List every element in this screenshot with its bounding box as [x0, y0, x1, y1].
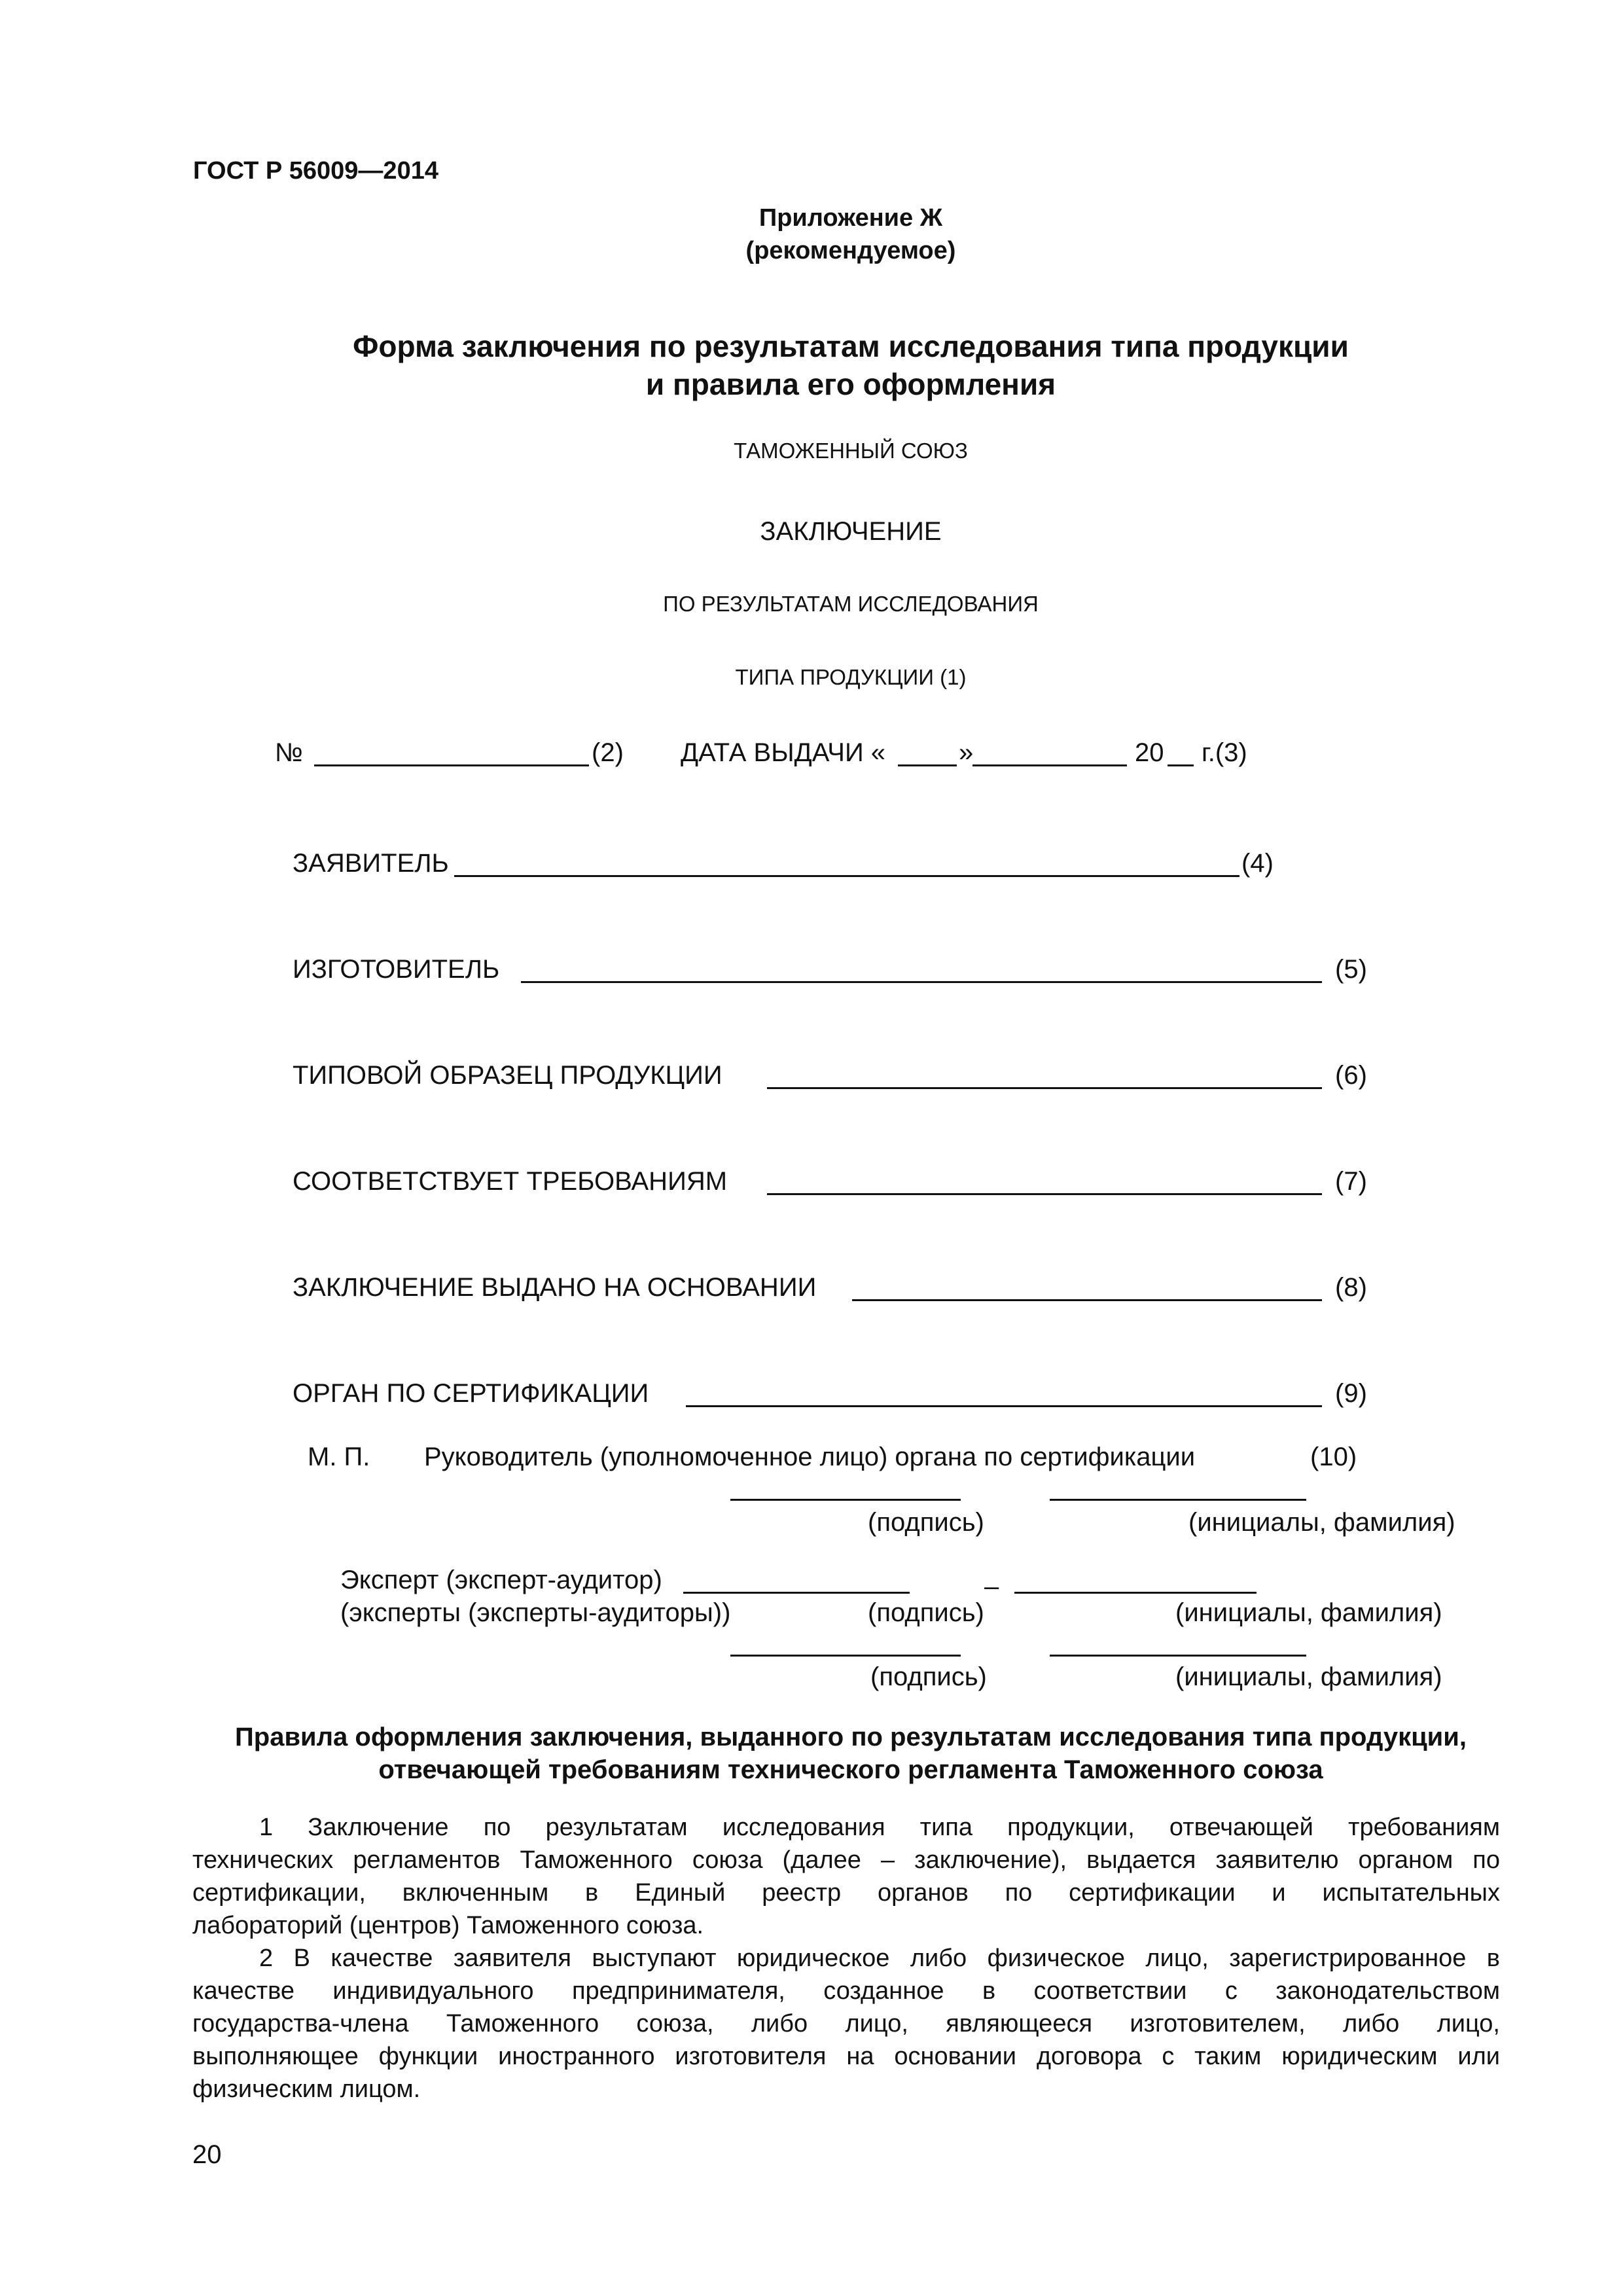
main-title-line2: и правила его оформления	[645, 367, 1056, 401]
field-line-basis	[852, 1299, 1322, 1301]
expert-signature-line	[683, 1592, 910, 1594]
document-title: ЗАКЛЮЧЕНИЕ	[760, 517, 942, 546]
year-suffix: г.(3)	[1202, 738, 1247, 767]
union-label: ТАМОЖЕННЫЙ СОЮЗ	[734, 439, 968, 463]
field-ref-applicant: (4)	[1241, 849, 1274, 878]
field-ref-basis: (8)	[1335, 1273, 1367, 1302]
subtitle-product-type: ТИПА ПРОДУКЦИИ (1)	[735, 665, 967, 689]
rules-paragraph-2-line2: качестве индивидуального предпринимателя, созданное в соответствии с законодательством	[192, 1977, 1500, 2005]
year-line	[1168, 764, 1194, 766]
rules-paragraph-2-line5: физическим лицом.	[192, 2075, 421, 2103]
rules-paragraph-1-line4: лабораторий (центров) Таможенного союза.	[192, 1912, 704, 1939]
field-ref-requirements: (7)	[1335, 1167, 1367, 1196]
head-name-caption: (инициалы, фамилия)	[1188, 1508, 1455, 1537]
field-label-applicant: ЗАЯВИТЕЛЬ	[293, 849, 449, 878]
field-line-manufacturer	[521, 981, 1322, 983]
subtitle-research: ПО РЕЗУЛЬТАТАМ ИССЛЕДОВАНИЯ	[663, 592, 1039, 616]
field-ref-cert-body: (9)	[1335, 1379, 1367, 1408]
expert-dash: –	[984, 1572, 999, 1601]
expert2-name-caption: (инициалы, фамилия)	[1175, 1662, 1442, 1691]
date-close-quote: »	[959, 738, 974, 767]
date-day-line	[898, 764, 957, 766]
appendix-title: Приложение Ж	[758, 204, 943, 232]
field-ref-manufacturer: (5)	[1335, 955, 1367, 984]
expert-name-caption: (инициалы, фамилия)	[1175, 1598, 1442, 1627]
page-number: 20	[192, 2140, 222, 2169]
rules-paragraph-2-line1: 2 В качестве заявителя выступают юридическое либо физическое лицо, зарегистрированное в	[259, 1945, 1500, 1972]
field-label-cert-body: ОРГАН ПО СЕРТИФИКАЦИИ	[293, 1379, 649, 1408]
field-ref-product-sample: (6)	[1335, 1061, 1367, 1090]
rules-paragraph-1-line2: технических регламентов Таможенного союза (далее – заключение), выдается заявителю органом по	[192, 1846, 1500, 1874]
rules-title-line2: отвечающей требованиям технического регламента Таможенного союза	[378, 1755, 1323, 1784]
experts-label: (эксперты (эксперты-аудиторы))	[340, 1598, 731, 1627]
expert-label: Эксперт (эксперт-аудитор)	[340, 1566, 662, 1594]
head-ref: (10)	[1310, 1443, 1357, 1471]
main-title-line1: Форма заключения по результатам исследования типа продукции	[353, 329, 1349, 363]
field-label-manufacturer: ИЗГОТОВИТЕЛЬ	[293, 955, 500, 984]
expert2-signature-caption: (подпись)	[870, 1662, 987, 1691]
head-label: Руководитель (уполномоченное лицо) органа по сертификации	[424, 1443, 1196, 1471]
field-label-basis: ЗАКЛЮЧЕНИЕ ВЫДАНО НА ОСНОВАНИИ	[293, 1273, 817, 1302]
expert2-signature-line	[730, 1655, 961, 1657]
appendix-status: (рекомендуемое)	[745, 237, 956, 264]
field-line-product-sample	[767, 1087, 1322, 1089]
number-line	[314, 764, 589, 766]
field-line-cert-body	[686, 1405, 1322, 1407]
rules-paragraph-1-line1: 1 Заключение по результатам исследования типа продукции, отвечающей требованиям	[259, 1814, 1500, 1841]
year-prefix: 20	[1135, 738, 1164, 767]
head-signature-line	[730, 1499, 961, 1501]
field-line-applicant	[454, 875, 1240, 877]
expert-signature-caption: (подпись)	[868, 1598, 984, 1627]
field-label-product-sample: ТИПОВОЙ ОБРАЗЕЦ ПРОДУКЦИИ	[293, 1061, 722, 1090]
rules-paragraph-1-line3: сертификации, включенным в Единый реестр органов по сертификации и испытательных	[192, 1879, 1500, 1907]
standard-code: ГОСТ Р 56009—2014	[193, 157, 438, 185]
rules-title-line1: Правила оформления заключения, выданного по результатам исследования типа продукции,	[235, 1723, 1467, 1751]
head-name-line	[1050, 1499, 1306, 1501]
field-line-requirements	[767, 1193, 1322, 1195]
expert-name-line	[1014, 1592, 1257, 1594]
number-ref: (2)	[592, 738, 624, 767]
rules-paragraph-2-line4: выполняющее функции иностранного изготовителя на основании договора с таким юридическим или	[192, 2043, 1500, 2070]
head-signature-caption: (подпись)	[868, 1508, 984, 1537]
date-label: ДАТА ВЫДАЧИ «	[681, 738, 886, 767]
expert2-name-line	[1050, 1655, 1306, 1657]
field-label-requirements: СООТВЕТСТВУЕТ ТРЕБОВАНИЯМ	[293, 1167, 728, 1196]
seal-label: М. П.	[308, 1443, 370, 1471]
number-label: №	[275, 738, 303, 767]
rules-paragraph-2-line3: государства-члена Таможенного союза, либо лицо, являющееся изготовителем, либо лицо,	[192, 2010, 1500, 2037]
date-month-line	[972, 764, 1127, 766]
